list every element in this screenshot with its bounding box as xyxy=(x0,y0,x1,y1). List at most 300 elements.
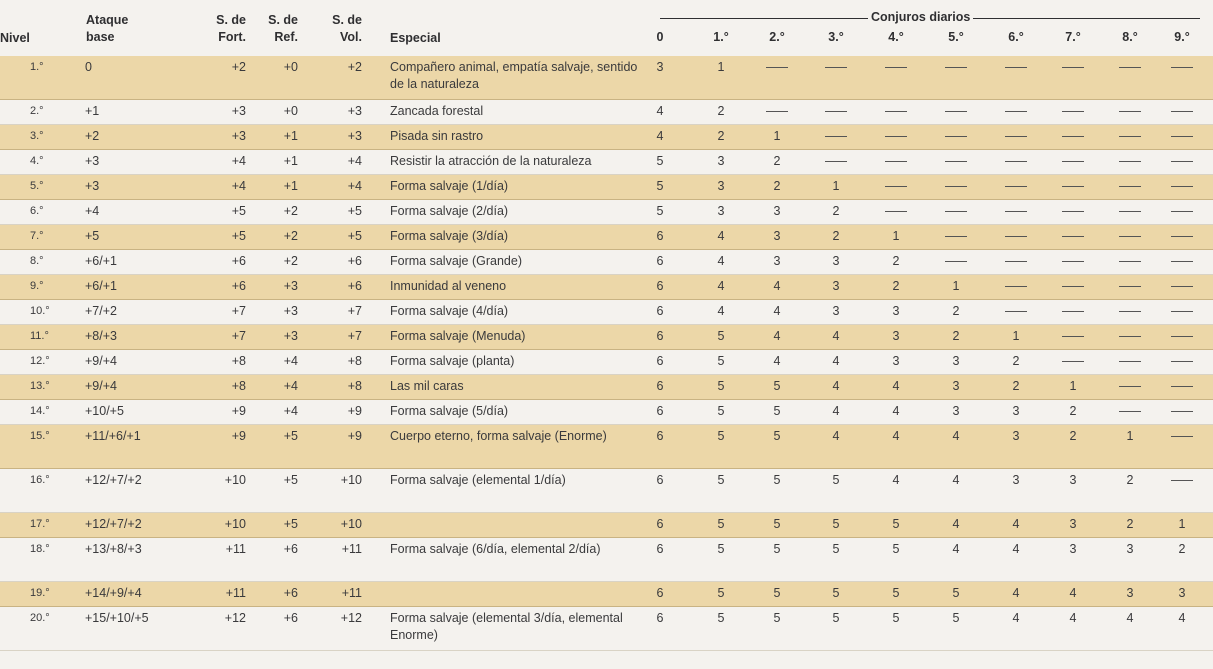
cell-spells-per-day: 5 xyxy=(892,517,900,531)
table-row xyxy=(0,513,1213,538)
cell-spells-per-day: 5 xyxy=(773,404,781,418)
cell-spells-per-day xyxy=(1115,228,1145,245)
cell-vol: +3 xyxy=(347,129,362,143)
cell-fort: +6 xyxy=(231,254,246,268)
cell-spells-per-day: 3 xyxy=(717,154,725,168)
cell-spells-per-day: 5 xyxy=(832,611,840,625)
cell-spells-per-day xyxy=(1115,328,1145,345)
cell-spells-per-day: 4 xyxy=(656,129,664,143)
cell-ref: +1 xyxy=(283,129,298,143)
cell-spells-per-day: 2 xyxy=(832,204,840,218)
cell-spells-per-day: 2 xyxy=(1069,429,1077,443)
cell-vol: +4 xyxy=(347,179,362,193)
cell-spells-per-day: 3 xyxy=(1069,542,1077,556)
cell-spells-per-day: 3 xyxy=(952,404,960,418)
cell-spells-per-day: 4 xyxy=(1178,611,1186,625)
header-nivel: Nivel xyxy=(0,31,30,45)
cell-spells-per-day xyxy=(1058,178,1088,195)
cell-especial: Inmunidad al veneno xyxy=(390,279,507,293)
cell-vol: +5 xyxy=(347,204,362,218)
cell-nivel: 17.° xyxy=(30,518,50,530)
cell-especial: Forma salvaje (2/día) xyxy=(390,204,509,218)
cell-nivel: 18.° xyxy=(30,543,50,555)
cell-ref: +2 xyxy=(283,204,298,218)
cell-spells-per-day xyxy=(1001,103,1031,120)
cell-spells-per-day: 3 xyxy=(656,60,664,74)
header-spell-level: 6.° xyxy=(1008,30,1024,44)
cell-nivel: 4.° xyxy=(30,155,44,167)
table-row xyxy=(0,56,1213,100)
cell-ataque-base: +15/+10/+5 xyxy=(85,611,149,625)
cell-especial: Forma salvaje (5/día) xyxy=(390,404,509,418)
cell-spells-per-day: 5 xyxy=(717,354,725,368)
cell-spells-per-day xyxy=(1058,353,1088,370)
cell-spells-per-day xyxy=(1001,59,1031,76)
cell-spells-per-day xyxy=(881,59,911,76)
cell-vol: +10 xyxy=(340,517,362,531)
table-row xyxy=(0,225,1213,250)
cell-spells-per-day xyxy=(941,203,971,220)
cell-nivel: 3.° xyxy=(30,130,44,142)
cell-spells-per-day: 3 xyxy=(832,254,840,268)
cell-spells-per-day: 4 xyxy=(773,354,781,368)
cell-spells-per-day: 6 xyxy=(656,229,664,243)
cell-spells-per-day: 6 xyxy=(656,379,664,393)
table-row xyxy=(0,607,1213,651)
cell-spells-per-day: 1 xyxy=(717,60,725,74)
cell-fort: +12 xyxy=(224,611,246,625)
cell-spells-per-day xyxy=(881,153,911,170)
cell-spells-per-day xyxy=(762,103,792,120)
cell-spells-per-day: 5 xyxy=(832,473,840,487)
cell-spells-per-day: 3 xyxy=(1012,404,1020,418)
cell-spells-per-day: 6 xyxy=(656,254,664,268)
cell-nivel: 11.° xyxy=(30,330,49,342)
cell-spells-per-day: 4 xyxy=(1069,611,1077,625)
cell-vol: +8 xyxy=(347,354,362,368)
cell-ref: +2 xyxy=(283,229,298,243)
cell-spells-per-day xyxy=(941,228,971,245)
cell-fort: +11 xyxy=(225,586,246,600)
cell-spells-per-day: 3 xyxy=(717,204,725,218)
cell-spells-per-day: 4 xyxy=(892,429,900,443)
cell-spells-per-day: 4 xyxy=(952,517,960,531)
cell-especial: Forma salvaje (planta) xyxy=(390,354,515,368)
cell-spells-per-day: 5 xyxy=(832,542,840,556)
cell-spells-per-day: 1 xyxy=(1012,329,1020,343)
cell-fort: +10 xyxy=(224,517,246,531)
cell-spells-per-day xyxy=(941,153,971,170)
cell-spells-per-day: 5 xyxy=(773,542,781,556)
cell-spells-per-day xyxy=(1167,472,1197,489)
cell-spells-per-day: 2 xyxy=(1069,404,1077,418)
cell-spells-per-day: 4 xyxy=(952,473,960,487)
cell-especial: Resistir la atracción de la naturaleza xyxy=(390,154,592,168)
cell-especial: Cuerpo eterno, forma salvaje (Enorme) xyxy=(390,429,607,443)
cell-spells-per-day: 2 xyxy=(952,304,960,318)
cell-spells-per-day: 5 xyxy=(656,204,664,218)
cell-nivel: 20.° xyxy=(30,612,50,624)
cell-spells-per-day: 6 xyxy=(656,354,664,368)
cell-especial: Forma salvaje (elemental 1/día) xyxy=(390,473,566,487)
header-spell-level: 0 xyxy=(656,30,664,44)
cell-spells-per-day: 5 xyxy=(656,154,664,168)
cell-spells-per-day: 3 xyxy=(1012,473,1020,487)
cell-spells-per-day: 6 xyxy=(656,279,664,293)
cell-spells-per-day: 2 xyxy=(717,129,725,143)
cell-ataque-base: 0 xyxy=(85,60,92,74)
cell-fort: +7 xyxy=(231,304,246,318)
cell-ataque-base: +3 xyxy=(85,154,100,168)
header-spell-level: 3.° xyxy=(828,30,844,44)
table-row xyxy=(0,125,1213,150)
cell-spells-per-day xyxy=(1167,128,1197,145)
cell-ref: +3 xyxy=(283,304,298,318)
cell-spells-per-day xyxy=(1167,178,1197,195)
cell-especial: Forma salvaje (Menuda) xyxy=(390,329,526,343)
cell-spells-per-day: 5 xyxy=(892,542,900,556)
cell-spells-per-day: 4 xyxy=(952,542,960,556)
cell-spells-per-day: 2 xyxy=(892,254,900,268)
cell-spells-per-day xyxy=(1167,103,1197,120)
cell-spells-per-day xyxy=(1115,253,1145,270)
cell-spells-per-day: 5 xyxy=(773,586,781,600)
cell-nivel: 15.° xyxy=(30,430,50,442)
header-conjuros: Conjuros diarios xyxy=(868,10,973,24)
cell-ref: +4 xyxy=(283,354,298,368)
cell-vol: +8 xyxy=(347,379,362,393)
cell-spells-per-day: 1 xyxy=(773,129,781,143)
cell-spells-per-day: 5 xyxy=(952,586,960,600)
table-row xyxy=(0,325,1213,350)
cell-spells-per-day: 4 xyxy=(832,329,840,343)
cell-ataque-base: +7/+2 xyxy=(85,304,117,318)
cell-spells-per-day xyxy=(1058,103,1088,120)
header-spell-level: 1.° xyxy=(713,30,729,44)
cell-especial: Forma salvaje (elemental 3/día, elemental Enorme) xyxy=(390,611,623,642)
cell-ataque-base: +5 xyxy=(85,229,100,243)
table-row xyxy=(0,300,1213,325)
cell-spells-per-day: 4 xyxy=(892,379,900,393)
cell-ref: +5 xyxy=(283,473,298,487)
cell-fort: +4 xyxy=(231,179,246,193)
cell-spells-per-day: 5 xyxy=(832,586,840,600)
cell-spells-per-day: 3 xyxy=(1126,542,1134,556)
cell-spells-per-day: 6 xyxy=(656,517,664,531)
cell-ref: +0 xyxy=(283,104,298,118)
cell-spells-per-day xyxy=(821,103,851,120)
table-row xyxy=(0,200,1213,225)
cell-spells-per-day xyxy=(1167,428,1197,445)
cell-vol: +9 xyxy=(347,404,362,418)
cell-spells-per-day: 4 xyxy=(832,429,840,443)
cell-spells-per-day: 4 xyxy=(1012,586,1020,600)
cell-ref: +4 xyxy=(283,379,298,393)
cell-spells-per-day xyxy=(1058,203,1088,220)
header-especial: Especial xyxy=(390,31,441,45)
cell-spells-per-day: 5 xyxy=(832,517,840,531)
cell-spells-per-day: 5 xyxy=(892,611,900,625)
cell-nivel: 16.° xyxy=(30,474,50,486)
cell-spells-per-day: 2 xyxy=(1126,473,1134,487)
cell-spells-per-day: 1 xyxy=(832,179,840,193)
cell-ataque-base: +3 xyxy=(85,179,100,193)
cell-spells-per-day xyxy=(1167,153,1197,170)
cell-especial: Forma salvaje (3/día) xyxy=(390,229,509,243)
cell-spells-per-day: 4 xyxy=(717,254,725,268)
cell-spells-per-day: 6 xyxy=(656,404,664,418)
cell-spells-per-day xyxy=(881,103,911,120)
cell-spells-per-day xyxy=(1167,228,1197,245)
cell-spells-per-day: 5 xyxy=(717,429,725,443)
cell-spells-per-day: 2 xyxy=(717,104,725,118)
cell-spells-per-day xyxy=(1167,378,1197,395)
cell-spells-per-day xyxy=(881,128,911,145)
cell-spells-per-day: 5 xyxy=(717,517,725,531)
cell-nivel: 14.° xyxy=(30,405,50,417)
cell-especial: Pisada sin rastro xyxy=(390,129,484,143)
cell-spells-per-day xyxy=(1058,153,1088,170)
table-row xyxy=(0,582,1213,607)
cell-spells-per-day: 3 xyxy=(773,204,781,218)
cell-spells-per-day: 3 xyxy=(1069,473,1077,487)
cell-spells-per-day xyxy=(1115,303,1145,320)
cell-spells-per-day xyxy=(1001,278,1031,295)
cell-vol: +7 xyxy=(347,329,362,343)
cell-nivel: 10.° xyxy=(30,305,50,317)
cell-spells-per-day xyxy=(1058,228,1088,245)
cell-spells-per-day xyxy=(1115,353,1145,370)
header-spell-level: 9.° xyxy=(1174,30,1190,44)
cell-nivel: 1.° xyxy=(30,61,44,73)
cell-ataque-base: +11/+6/+1 xyxy=(85,429,141,443)
cell-spells-per-day: 3 xyxy=(952,354,960,368)
cell-spells-per-day: 4 xyxy=(892,473,900,487)
cell-spells-per-day xyxy=(1167,253,1197,270)
cell-ref: +5 xyxy=(283,429,298,443)
cell-spells-per-day: 5 xyxy=(773,611,781,625)
cell-spells-per-day: 3 xyxy=(717,179,725,193)
cell-spells-per-day: 1 xyxy=(1126,429,1134,443)
cell-spells-per-day xyxy=(1167,59,1197,76)
cell-spells-per-day: 3 xyxy=(1012,429,1020,443)
cell-especial: Las mil caras xyxy=(390,379,464,393)
cell-spells-per-day xyxy=(1058,303,1088,320)
cell-ataque-base: +12/+7/+2 xyxy=(85,517,142,531)
table-row xyxy=(0,100,1213,125)
cell-especial: Zancada forestal xyxy=(390,104,484,118)
cell-ataque-base: +2 xyxy=(85,129,100,143)
header-ataque: Ataque base xyxy=(86,13,129,44)
cell-spells-per-day xyxy=(1001,303,1031,320)
cell-ataque-base: +6/+1 xyxy=(85,254,117,268)
cell-spells-per-day xyxy=(1115,153,1145,170)
cell-nivel: 7.° xyxy=(30,230,44,242)
cell-ref: +1 xyxy=(283,179,298,193)
cell-spells-per-day: 1 xyxy=(952,279,960,293)
cell-spells-per-day: 2 xyxy=(773,154,781,168)
cell-spells-per-day xyxy=(1001,153,1031,170)
cell-spells-per-day xyxy=(941,178,971,195)
cell-fort: +2 xyxy=(231,60,246,74)
cell-spells-per-day xyxy=(1115,403,1145,420)
cell-especial: Compañero animal, empatía salvaje, sentido de la naturaleza xyxy=(390,60,638,91)
cell-spells-per-day: 2 xyxy=(1012,379,1020,393)
header-spell-level: 5.° xyxy=(948,30,964,44)
cell-spells-per-day xyxy=(821,59,851,76)
cell-ref: +3 xyxy=(283,279,298,293)
cell-especial: Forma salvaje (Grande) xyxy=(390,254,522,268)
cell-ataque-base: +13/+8/+3 xyxy=(85,542,142,556)
cell-vol: +12 xyxy=(340,611,362,625)
cell-spells-per-day: 3 xyxy=(1126,586,1134,600)
cell-ataque-base: +10/+5 xyxy=(85,404,124,418)
cell-ref: +0 xyxy=(283,60,298,74)
cell-vol: +7 xyxy=(347,304,362,318)
cell-spells-per-day: 6 xyxy=(656,542,664,556)
cell-spells-per-day xyxy=(1058,253,1088,270)
cell-vol: +5 xyxy=(347,229,362,243)
cell-spells-per-day xyxy=(1115,59,1145,76)
cell-vol: +2 xyxy=(347,60,362,74)
cell-vol: +4 xyxy=(347,154,362,168)
cell-spells-per-day xyxy=(1001,203,1031,220)
cell-spells-per-day: 4 xyxy=(1012,517,1020,531)
cell-spells-per-day xyxy=(1115,128,1145,145)
cell-fort: +8 xyxy=(231,379,246,393)
cell-fort: +5 xyxy=(231,204,246,218)
cell-fort: +9 xyxy=(231,429,246,443)
cell-spells-per-day xyxy=(1115,103,1145,120)
header-fort: S. de Fort. xyxy=(216,13,246,44)
cell-spells-per-day xyxy=(1115,178,1145,195)
header-spell-level: 4.° xyxy=(888,30,904,44)
cell-ref: +4 xyxy=(283,404,298,418)
cell-spells-per-day: 4 xyxy=(832,354,840,368)
cell-fort: +3 xyxy=(231,129,246,143)
cell-spells-per-day xyxy=(881,203,911,220)
cell-spells-per-day: 3 xyxy=(952,379,960,393)
cell-spells-per-day: 6 xyxy=(656,611,664,625)
cell-ataque-base: +4 xyxy=(85,204,100,218)
cell-spells-per-day xyxy=(821,128,851,145)
cell-spells-per-day: 3 xyxy=(892,304,900,318)
cell-spells-per-day xyxy=(821,153,851,170)
cell-spells-per-day: 5 xyxy=(656,179,664,193)
header-spell-level: 2.° xyxy=(769,30,785,44)
cell-ref: +2 xyxy=(283,254,298,268)
cell-spells-per-day: 3 xyxy=(773,254,781,268)
cell-spells-per-day: 4 xyxy=(1012,542,1020,556)
cell-spells-per-day xyxy=(1167,203,1197,220)
cell-spells-per-day: 3 xyxy=(832,304,840,318)
cell-vol: +11 xyxy=(341,586,362,600)
table-row xyxy=(0,275,1213,300)
cell-nivel: 13.° xyxy=(30,380,50,392)
cell-spells-per-day: 5 xyxy=(717,586,725,600)
cell-ataque-base: +1 xyxy=(85,104,100,118)
cell-spells-per-day xyxy=(762,59,792,76)
cell-spells-per-day: 3 xyxy=(892,354,900,368)
table-row xyxy=(0,469,1213,513)
cell-fort: +8 xyxy=(231,354,246,368)
cell-spells-per-day xyxy=(941,103,971,120)
cell-spells-per-day: 1 xyxy=(1069,379,1077,393)
cell-ataque-base: +9/+4 xyxy=(85,379,117,393)
cell-spells-per-day: 3 xyxy=(832,279,840,293)
table-row xyxy=(0,538,1213,582)
cell-spells-per-day xyxy=(1058,278,1088,295)
cell-ref: +5 xyxy=(283,517,298,531)
cell-spells-per-day: 4 xyxy=(952,429,960,443)
cell-nivel: 5.° xyxy=(30,180,44,192)
cell-spells-per-day xyxy=(1115,278,1145,295)
cell-ref: +6 xyxy=(283,611,298,625)
cell-nivel: 8.° xyxy=(30,255,44,267)
cell-spells-per-day: 5 xyxy=(717,611,725,625)
cell-spells-per-day: 3 xyxy=(1069,517,1077,531)
cell-spells-per-day: 4 xyxy=(1069,586,1077,600)
header-spell-level: 8.° xyxy=(1122,30,1138,44)
cell-fort: +11 xyxy=(225,542,246,556)
cell-spells-per-day: 6 xyxy=(656,586,664,600)
cell-nivel: 9.° xyxy=(30,280,44,292)
cell-spells-per-day: 5 xyxy=(717,404,725,418)
cell-spells-per-day: 6 xyxy=(656,429,664,443)
cell-spells-per-day: 5 xyxy=(773,379,781,393)
cell-spells-per-day: 5 xyxy=(717,329,725,343)
cell-nivel: 6.° xyxy=(30,205,44,217)
cell-spells-per-day: 2 xyxy=(832,229,840,243)
cell-ref: +6 xyxy=(283,586,298,600)
cell-spells-per-day: 5 xyxy=(717,473,725,487)
cell-spells-per-day: 4 xyxy=(717,304,725,318)
cell-spells-per-day: 2 xyxy=(773,179,781,193)
cell-spells-per-day xyxy=(1058,128,1088,145)
cell-spells-per-day: 6 xyxy=(656,473,664,487)
cell-spells-per-day xyxy=(1167,403,1197,420)
cell-vol: +6 xyxy=(347,279,362,293)
cell-spells-per-day: 1 xyxy=(1178,517,1186,531)
cell-spells-per-day xyxy=(1058,328,1088,345)
cell-nivel: 12.° xyxy=(30,355,50,367)
cell-spells-per-day: 5 xyxy=(717,379,725,393)
cell-vol: +9 xyxy=(347,429,362,443)
cell-spells-per-day xyxy=(1167,328,1197,345)
cell-spells-per-day: 4 xyxy=(1012,611,1020,625)
cell-spells-per-day xyxy=(1058,59,1088,76)
cell-spells-per-day xyxy=(1001,128,1031,145)
cell-ref: +6 xyxy=(283,542,298,556)
cell-spells-per-day xyxy=(941,128,971,145)
cell-fort: +5 xyxy=(231,229,246,243)
cell-ataque-base: +8/+3 xyxy=(85,329,117,343)
cell-ataque-base: +12/+7/+2 xyxy=(85,473,142,487)
cell-vol: +11 xyxy=(341,542,362,556)
cell-spells-per-day: 1 xyxy=(892,229,900,243)
cell-ref: +1 xyxy=(283,154,298,168)
table-row xyxy=(0,425,1213,469)
table-header xyxy=(0,8,1213,54)
cell-nivel: 2.° xyxy=(30,105,44,117)
cell-spells-per-day: 4 xyxy=(773,304,781,318)
cell-spells-per-day: 2 xyxy=(1178,542,1186,556)
cell-ataque-base: +14/+9/+4 xyxy=(85,586,142,600)
cell-spells-per-day: 4 xyxy=(717,279,725,293)
cell-spells-per-day xyxy=(1167,303,1197,320)
cell-spells-per-day: 5 xyxy=(773,473,781,487)
header-spell-level: 7.° xyxy=(1065,30,1081,44)
